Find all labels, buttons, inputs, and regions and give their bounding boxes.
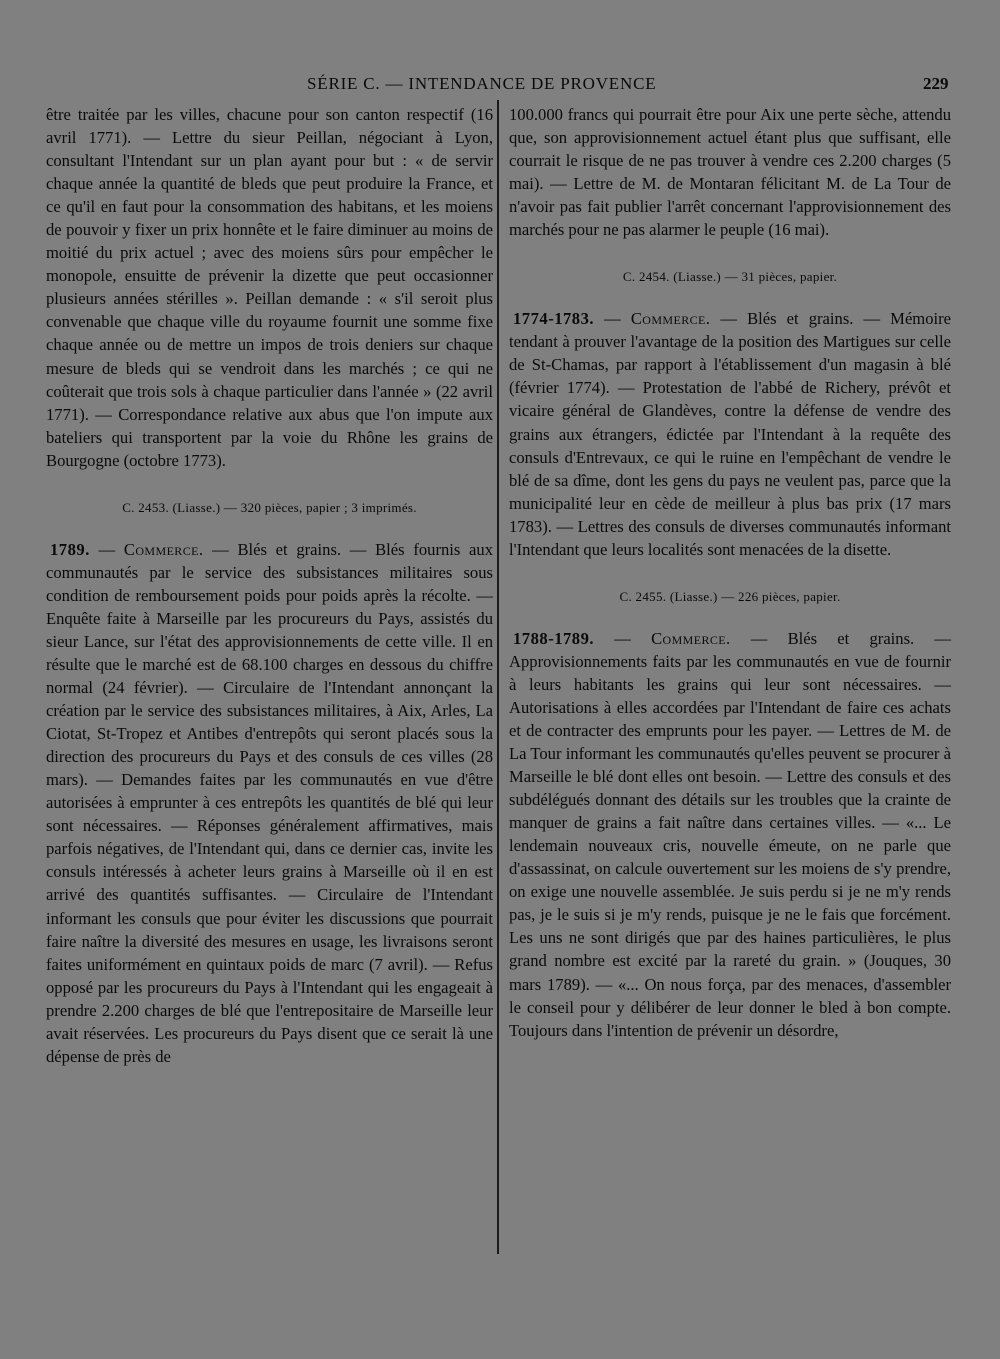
entry-category: Commerce. [123, 539, 204, 559]
entry-meta-2455: C. 2455. (Liasse.) — 226 pièces, papier. [619, 588, 841, 604]
running-title: SÉRIE C. — INTENDANCE DE PROVENCE [307, 74, 657, 93]
page-number: 229 [923, 74, 949, 93]
page-header [0, 74, 1000, 98]
entry-2455: 1788-1789. — Commerce. — Blés et grains. — Approvisionnements faits par les communautés en vue de fournir à leurs habitants les grains qui leur sont nécessaires. — Autorisations à elles accordées par l'Intendant de faire ces achats et de contracter des emprunts pour les payer. — Lettres de M. de La Tour informant les communautés qu'elles peuvent se procurer à Marseille le blé dont elles ont besoin. — Lettre des consuls et des subdélégués donnant des détails sur les troubles que la crainte de manquer de grains a fait naître dans certaines villes. — «... Le lendemain nouveaux cris, nouvelle émeute, on ne parle que d'assassinat, on calcule ouvertement sur les moiens de s'y prendre, on exige une nouvelle assemblée. Je suis perdu si je ne m'y rends pas, je le suis si je m'y rends, puisque je ne le fais que forcément. Les uns ne sont dirigés que par des haines particulières, le plus grand nombre est excité par la rareté du grain. » (Jouques, 30 mars 1789). — «... On nous força, par des menaces, d'assembler le conseil pour y délibérer de leur donner le bled à bon compte. Toujours dans l'intention de prévenir un désordre, [509, 628, 951, 1040]
entry-text: — Blés et grains. — Mémoire tendant à prouver l'avantage de la position des Martigues sur celle de St-Chamas, par rapport à l'établissement d'un magasin à blé (février 1774). — Protestation de l'abbé de Richery, prévôt et vicaire général de Glandèves, contre la défense de vendre des grains aux étrangers, édictée par l'Intendant à la requête des consuls d'Entrevaux, ce qui le ruine en l'empêchant de vendre le blé de sa dîme, dont les gens du pays ne veulent pas, parce que la municipalité leur en cède de meilleur à plus bas prix (17 mars 1783). — Lettres des consuls de diverses communautés informant l'Intendant que leurs localités sont menacées de la disette. [509, 309, 952, 559]
entry-2454: 1774-1783. — Commerce. — Blés et grains. — Mémoire tendant à prouver l'avantage de la position des Martigues sur celle de St-Chamas, par rapport à l'établissement d'un magasin à blé (février 1774). — Protestation de l'abbé de Richery, prévôt et vicaire général de Glandèves, contre la défense de vendre des grains aux étrangers, édictée par l'Intendant à la requête des consuls d'Entrevaux, ce qui le ruine en l'empêchant de vendre le blé de sa dîme, dont les gens du pays ne veulent pas, parce que la municipalité leur en cède de meilleur à plus bas prix (17 mars 1783). — Lettres des consuls de diverses communautés informant l'Intendant que leurs localités sont menacées de la disette. [509, 309, 952, 559]
entry-text: — Blés et grains. — Blés fournis aux communautés par le service des subsistances militaires sous condition de remboursement poids pour poids après la récolte. — Enquête faite à Marseille par les procureurs du Pays, assistés du sieur Lance, sur l'état des approvisionnements de cette ville. Il en résulte que le marché est de 68.100 charges en dessous du chiffre normal (24 février). — Circulaire de l'Intendant annonçant la création par le service des subsistances militaires, à Aix, Arles, La Ciotat, St-Tropez et Antibes d'entrepôts qui seront placés sous la direction des procureurs du Pays et des consuls de ces villes (28 mars). — Demandes faites par les communautés en vue d'être autorisées à emprunter à ces entrepôts les quantités de blé qui leur sont nécessaires. — Réponses généralement affirmatives, mais parfois négatives, de l'Intendant qui, dans ce dernier cas, invite les consuls intéressés à acheter leurs grains à Marseille où il en est arrivé des quantités suffisantes. — Circulaire de l'Intendant informant les consuls que pour éviter les discussions que pourrait faire naître la diversité des mesures en usage, les livraisons seront faites uniformément en quintaux poids de marc (7 avril). — Refus opposé par les procureurs du Pays à l'Intendant qui les engageait à prendre 2.200 charges de blé que l'entrepositaire de Marseille leur avait réservées. Les procureurs du Pays disent que ce serait là une dépense de près de [46, 539, 494, 1066]
right-column [509, 103, 951, 1042]
continuation-text: être traitée par les villes, chacune pour son canton respectif (16 avril 1771). — Lettre du sieur Peillan, négociant à Lyon, consultant l'Intendant sur un plan ayant pour but : « de servir chaque année la quantité de bleds que peut produire la France, et ce qu'il en faut pour la consommation des habitans, et les moiens de pouvoir y fixer un prix honnête et le faire diminuer au moins de moitié du prix actuel ; avec des moiens sûrs pour empêcher le monopole, ensuitte de prévenir la dizette que peut occasionner plusieurs années stérilles ». Peillan demande : « s'il seroit plus convenable que chaque ville du royaume fournit une somme fixe chaque année ou de mettre un impos de trois deniers sur chaque mesure de bleds qui se vendroit dans les marchés ; ce qui ne coûterait que trois sols à chaque particulier dans l'année » (22 avril 1771). — Correspondance relative aux abus que l'on impute aux bateliers qui transportent par la voie du Rhône les grains de Bourgogne (octobre 1773). [46, 105, 493, 470]
entry-date: 1774-1783. [513, 309, 595, 329]
entry-category: Commerce. [651, 628, 731, 648]
entry-date: 1789. [50, 539, 90, 559]
left-column [46, 103, 493, 1068]
entry-date: 1788-1789. [513, 628, 595, 648]
column-divider [497, 100, 499, 1254]
entry-text: — Blés et grains. — Approvisionnements faits par les communautés en vue de fournir à leurs habitants les grains qui leur sont nécessaires. — Autorisations à elles accordées par l'Intendant de faire ces achats et de contracter des emprunts pour les payer. — Lettres de M. de La Tour informant les communautés qu'elles peuvent se procurer à Marseille le blé dont elles ont besoin. — Lettre des consuls et des subdélégués donnant des détails sur les troubles que la crainte de manquer de grains a fait naître dans certaines villes. — «... Le lendemain nouveaux cris, nouvelle émeute, on ne parle que d'assassinat, on calcule ouvertement sur les moiens de s'y prendre, on exige une nouvelle assemblée. Je suis perdu si je ne m'y rends pas, je le suis si je m'y rends, puisque je ne le fais que forcément. Les uns ne sont dirigés que par des haines particulières, le plus grand nombre est excité par la rareté du grain. » (Jouques, 30 mars 1789). — «... On nous força, par des menaces, d'assembler le conseil pour y délibérer de leur donner le bled à bon compte. Toujours dans l'intention de prévenir un désordre, [509, 628, 951, 1040]
entry-2453: 1789. — Commerce. — Blés et grains. — Blés fournis aux communautés par le service des subsistances militaires sous condition de remboursement poids pour poids après la récolte. — Enquête faite à Marseille par les procureurs du Pays, assistés du sieur Lance, sur l'état des approvisionnements de cette ville. Il en résulte que le marché est de 68.100 charges en dessous du chiffre normal (24 février). — Circulaire de l'Intendant annonçant la création par le service des subsistances militaires, à Aix, Arles, La Ciotat, St-Tropez et Antibes d'entrepôts qui seront placés sous la direction des procureurs du Pays et des consuls de ces villes (28 mars). — Demandes faites par les communautés en vue d'être autorisées à emprunter à ces entrepôts les quantités de blé qui leur sont nécessaires. — Réponses généralement affirmatives, mais parfois négatives, de l'Intendant qui, dans ce dernier cas, invite les consuls intéressés à acheter leurs grains à Marseille où il en est arrivé des quantités suffisantes. — Circulaire de l'Intendant informant les consuls que pour éviter les discussions que pourrait faire naître la diversité des mesures en usage, les livraisons seront faites uniformément en quintaux poids de marc (7 avril). — Refus opposé par les procureurs du Pays à l'Intendant qui les engageait à prendre 2.200 charges de blé que l'entrepositaire de Marseille leur avait réservées. Les procureurs du Pays disent que ce serait là une dépense de près de [46, 539, 494, 1066]
entry-category: Commerce. [630, 309, 711, 329]
entry-meta-2453: C. 2453. (Liasse.) — 320 pièces, papier ; 3 imprimés. [122, 499, 417, 515]
entry-meta-2454: C. 2454. (Liasse.) — 31 pièces, papier. [622, 269, 838, 285]
continuation-text: 100.000 francs qui pourrait être pour Aix une perte sèche, attendu que, son approvisionnement actuel étant plus que suffisant, elle courrait le risque de ne pas trouver à vendre ces 2.200 charges (5 mai). — Lettre de M. de Montaran félicitant M. de La Tour de n'avoir pas fait publier l'arrêt concernant l'approvisionnement des marchés pour ne pas alarmer le peuple (16 mai). [509, 105, 951, 240]
